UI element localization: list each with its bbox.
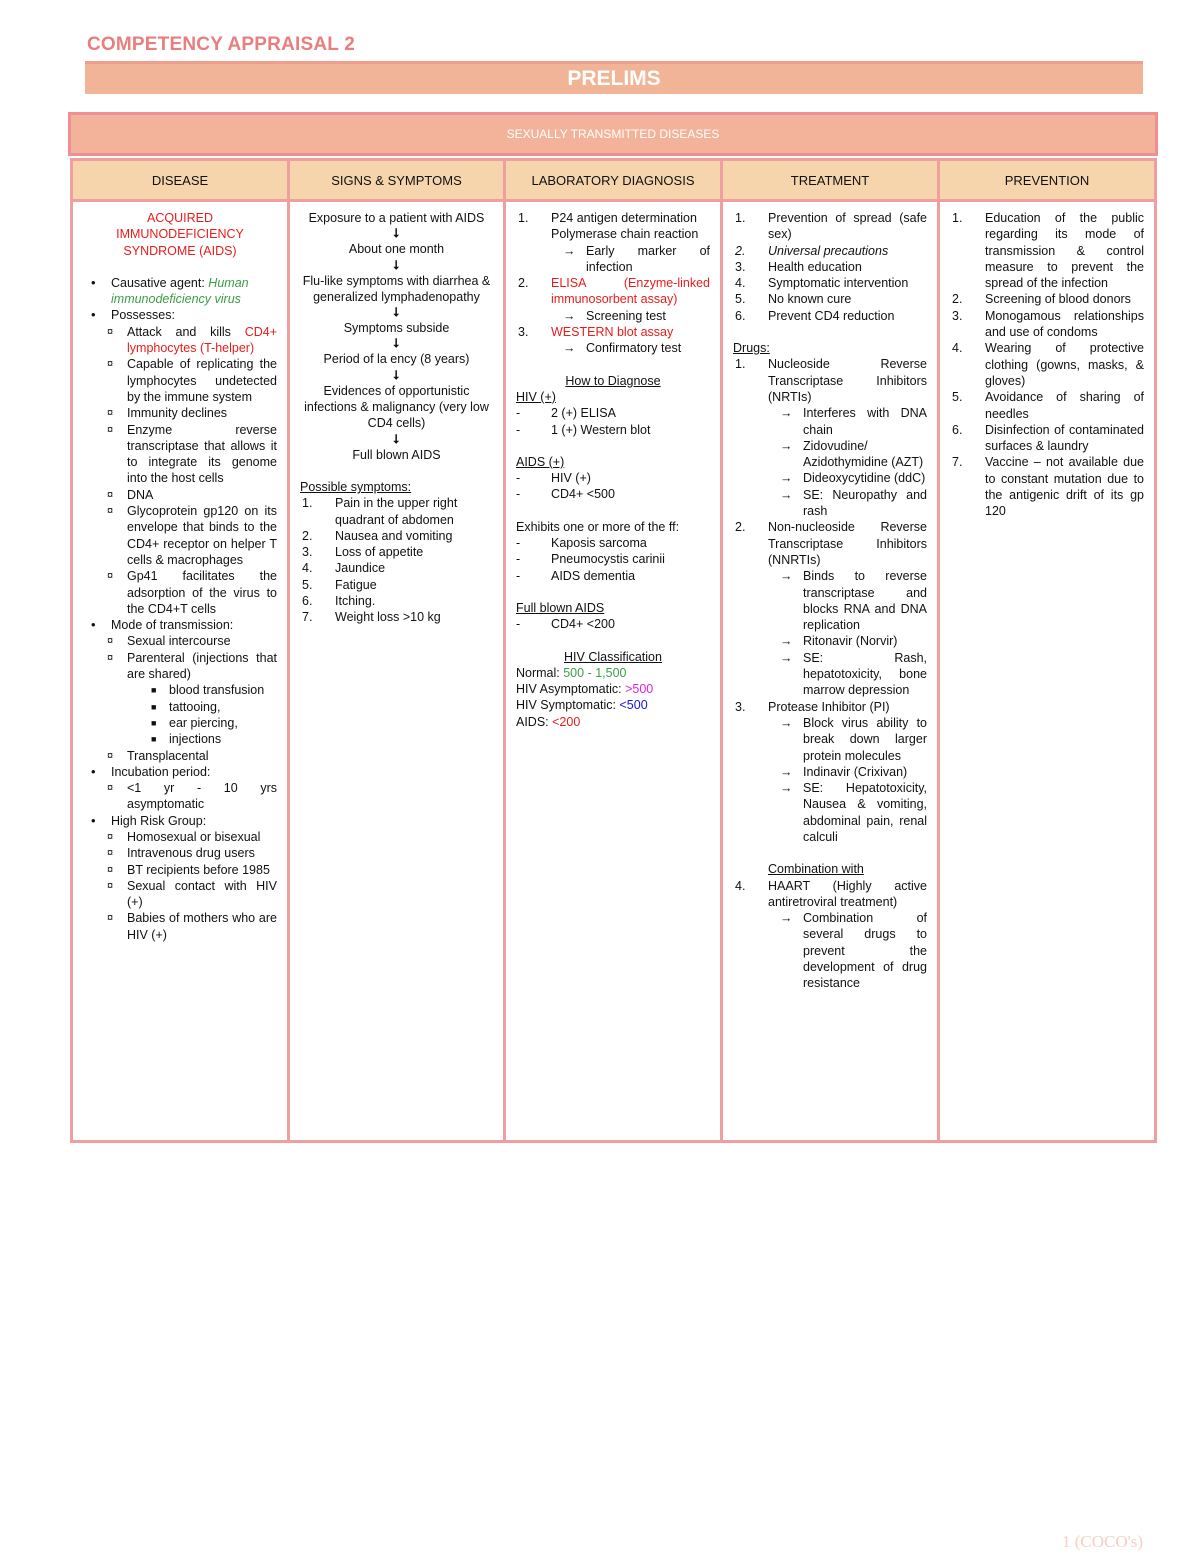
classification-symptomatic: HIV Symptomatic: <500 [516,698,648,713]
exhibits-text: Exhibits one or more of the ff: [516,519,680,534]
list-item: ¤ Sexual intercourse [83,633,277,649]
list-item: - AIDS dementia [516,568,636,583]
list-item: → SE: Hepatotoxicity, Nausea & vomiting, abdominal pain, renal calculi [780,781,927,844]
table-row [72,201,1156,1142]
list-item: - CD4+ <200 [516,617,615,632]
list-item: 3. Protease Inhibitor (PI) [735,699,890,714]
arrow-right-icon: → [780,634,793,649]
list-item: ¤ <1 yr - 10 yrs asymptomatic [83,780,277,813]
arrow-right-icon: → [780,438,793,453]
list-item: 2. Nausea and vomiting [302,528,453,543]
full-blown-aids-heading: Full blown AIDS [516,600,605,615]
list-item: - CD4+ <500 [516,487,615,502]
hiv-positive-heading: HIV (+) [516,389,556,404]
disease-name: ACQUIRED IMMUNODEFICIENCY SYNDROME (AIDS) [116,211,244,258]
list-item: 3. Loss of appetite [302,545,424,560]
list-item: ¤ Enzyme reverse transcriptase that allows it to integrate its genome into the host cells [83,422,277,487]
hiv-classification-heading: HIV Classification [564,649,662,664]
how-to-diagnose-heading: How to Diagnose [565,373,661,388]
list-item: 4. Jaundice [302,561,386,576]
list-item: → SE: Rash, hepatotoxicity, bone marrow depression [780,650,927,698]
list-item: - HIV (+) [516,471,591,486]
list-item: ¤ Attack and kills CD4+ lymphocytes (T-helper) [83,324,277,357]
list-item: 5. Fatigue [302,577,377,592]
possible-symptoms-heading: Possible symptoms: [300,479,412,494]
classification-aids: AIDS: <200 [516,714,581,729]
list-item: 1. Pain in the upper right quadrant of abdomen [302,496,458,527]
arrow-right-icon: → [780,487,793,502]
list-item: 2. Screening of blood donors [952,292,1131,307]
list-item: 2. Non-nucleoside Reverse Transcriptase Inhibitors (NNRTIs) [735,520,927,567]
list-item: → Ritonavir (Norvir) [780,634,898,649]
list-item: - Kaposis sarcoma [516,536,647,551]
list-item: 1. Nucleoside Reverse Transcriptase Inhibitors (NRTIs) [735,357,927,404]
arrow-right-icon: → [780,911,793,926]
arrow-right-icon: → [780,471,793,486]
list-item: ■ blood transfusion [83,682,277,698]
arrow-right-icon: → [780,764,793,779]
drugs-heading: Drugs: [733,341,770,356]
list-item: ¤ Gp41 facilitates the adsorption of the virus to the CD4+T cells [83,568,277,617]
arrow-right-icon: → [563,243,576,258]
arrow-right-icon: → [780,715,793,730]
table-header-row [72,160,1156,201]
list-item: → Dideoxycytidine (ddC) [780,471,926,486]
list-item: 1. P24 antigen determination Polymerase chain reaction [518,211,699,242]
flow-step: About one month [348,242,445,257]
list-item: ■ tattooing, [83,699,277,715]
header-treatment: TREATMENT [722,160,939,201]
arrow-down-icon: ⭣ [393,336,400,351]
arrow-right-icon: → [780,781,793,796]
list-item: 2. ELISA (Enzyme-linked immunosorbent assay) [518,276,710,307]
list-item: ¤ Transplacental [83,748,277,764]
list-item: ¤ Parenteral (injections that are shared) [83,650,277,683]
list-item: 3. WESTERN blot assay [518,325,674,340]
signs-cell [289,201,505,1142]
list-item: 1. Education of the public regarding its mode of transmission & control measure to prevent the spread of the infection [952,211,1144,291]
arrow-down-icon: ⭣ [393,431,400,446]
list-item: → Confirmatory test [563,341,682,356]
list-item: 4. HAART (Highly active antiretroviral treatment) [735,878,927,909]
lab-cell [505,201,722,1142]
flow-step: Period of la ency (8 years) [323,352,470,367]
classification-asymptomatic: HIV Asymptomatic: >500 [516,682,654,697]
risk-label: • High Risk Group: [83,813,277,829]
std-table [70,158,1157,1143]
header-disease: DISEASE [72,160,289,201]
topic-banner: SEXUALLY TRANSMITTED DISEASES [68,112,1158,156]
list-item: ¤ Glycoprotein gp120 on its envelope that binds to the CD4+ receptor on helper T cells & macrophages [83,503,277,568]
list-item: 6. Prevent CD4 reduction [735,308,895,323]
list-item: ¤ Sexual contact with HIV (+) [83,878,277,911]
flow-step: Symptoms subside [343,321,450,336]
list-item: → Zidovudine/ Azidothymidine (AZT) [780,438,924,470]
list-item: ¤ BT recipients before 1985 [83,862,277,878]
prevention-cell [939,201,1156,1142]
header-lab: LABORATORY DIAGNOSIS [505,160,722,201]
list-item: → Indinavir (Crixivan) [780,764,908,779]
list-item: ¤ Homosexual or bisexual [83,829,277,845]
list-item: 4. Symptomatic intervention [735,276,909,291]
arrow-down-icon: ⭣ [393,226,400,241]
page-footer: 1 (COCO's) [1062,1532,1143,1551]
aids-positive-heading: AIDS (+) [516,454,565,469]
classification-normal: Normal: 500 - 1,500 [516,665,627,680]
list-item: 4. Wearing of protective clothing (gowns, masks, & gloves) [952,341,1144,388]
list-item: 3. Health education [735,259,862,274]
list-item: - 1 (+) Western blot [516,422,651,437]
list-item: ¤ Babies of mothers who are HIV (+) [83,910,277,943]
list-item: ¤ DNA [83,487,277,503]
arrow-down-icon: ⭣ [393,367,400,382]
list-item: → Screening test [563,308,666,323]
arrow-down-icon: ⭣ [393,305,400,320]
header-signs: SIGNS & SYMPTOMS [289,160,505,201]
mode-label: • Mode of transmission: [83,617,277,633]
flow-step: Full blown AIDS [352,447,441,462]
arrow-right-icon: → [563,341,576,356]
treatment-cell [722,201,939,1142]
possesses-label: • Possesses: [83,307,277,323]
list-item: → Block virus ability to break down larger protein molecules [780,715,927,763]
incubation-label: • Incubation period: [83,764,277,780]
list-item: 1. Prevention of spread (safe sex) [735,211,927,242]
list-item: 6. Itching. [302,594,376,609]
list-item: - 2 (+) ELISA [516,406,616,421]
list-item: 5. No known cure [735,292,852,307]
list-item: ¤ Immunity declines [83,405,277,421]
list-item: 6. Disinfection of contaminated surfaces & laundry [952,422,1144,454]
list-item: ■ ear piercing, [83,715,277,731]
header-prevention: PREVENTION [939,160,1156,201]
list-item: 2. Universal precautions [735,243,889,258]
list-item: → SE: Neuropathy and rash [780,487,927,519]
combination-heading: Combination with [768,862,864,877]
list-item: ¤ Intravenous drug users [83,845,277,861]
list-item: 5. Avoidance of sharing of needles [952,390,1144,421]
arrow-down-icon: ⭣ [393,257,400,272]
list-item: → Binds to reverse transcriptase and blocks RNA and DNA replication [780,569,927,633]
list-item: ¤ Capable of replicating the lymphocytes undetected by the immune system [83,356,277,405]
flow-step: Evidences of opportunistic infections & malignancy (very low CD4 cells) [304,383,489,431]
arrow-right-icon: → [780,406,793,421]
list-item: 7. Vaccine – not available due to constant mutation due to the antigenic drift of its gp 120 [952,455,1144,519]
document-title: COMPETENCY APPRAISAL 2 [87,34,355,55]
list-item: → Early marker of infection [563,243,710,274]
causative-agent: • Causative agent: Human immunodeficiency virus [83,275,277,308]
list-item: 3. Monogamous relationships and use of condoms [952,308,1144,340]
flow-step: Exposure to a patient with AIDS [308,211,485,225]
flow-step: Flu-like symptoms with diarrhea & generalized lymphadenopathy [302,273,491,304]
section-banner: PRELIMS [85,61,1143,94]
list-item: 7. Weight loss >10 kg [302,610,441,625]
list-item: ■ injections [83,731,277,747]
list-item: → Combination of several drugs to prevent the development of drug resistance [780,911,927,991]
arrow-right-icon: → [780,650,793,665]
list-item: → Interferes with DNA chain [780,406,927,437]
arrow-right-icon: → [780,569,793,584]
arrow-right-icon: → [563,308,576,323]
disease-cell [72,201,289,1142]
list-item: - Pneumocystis carinii [516,552,665,567]
